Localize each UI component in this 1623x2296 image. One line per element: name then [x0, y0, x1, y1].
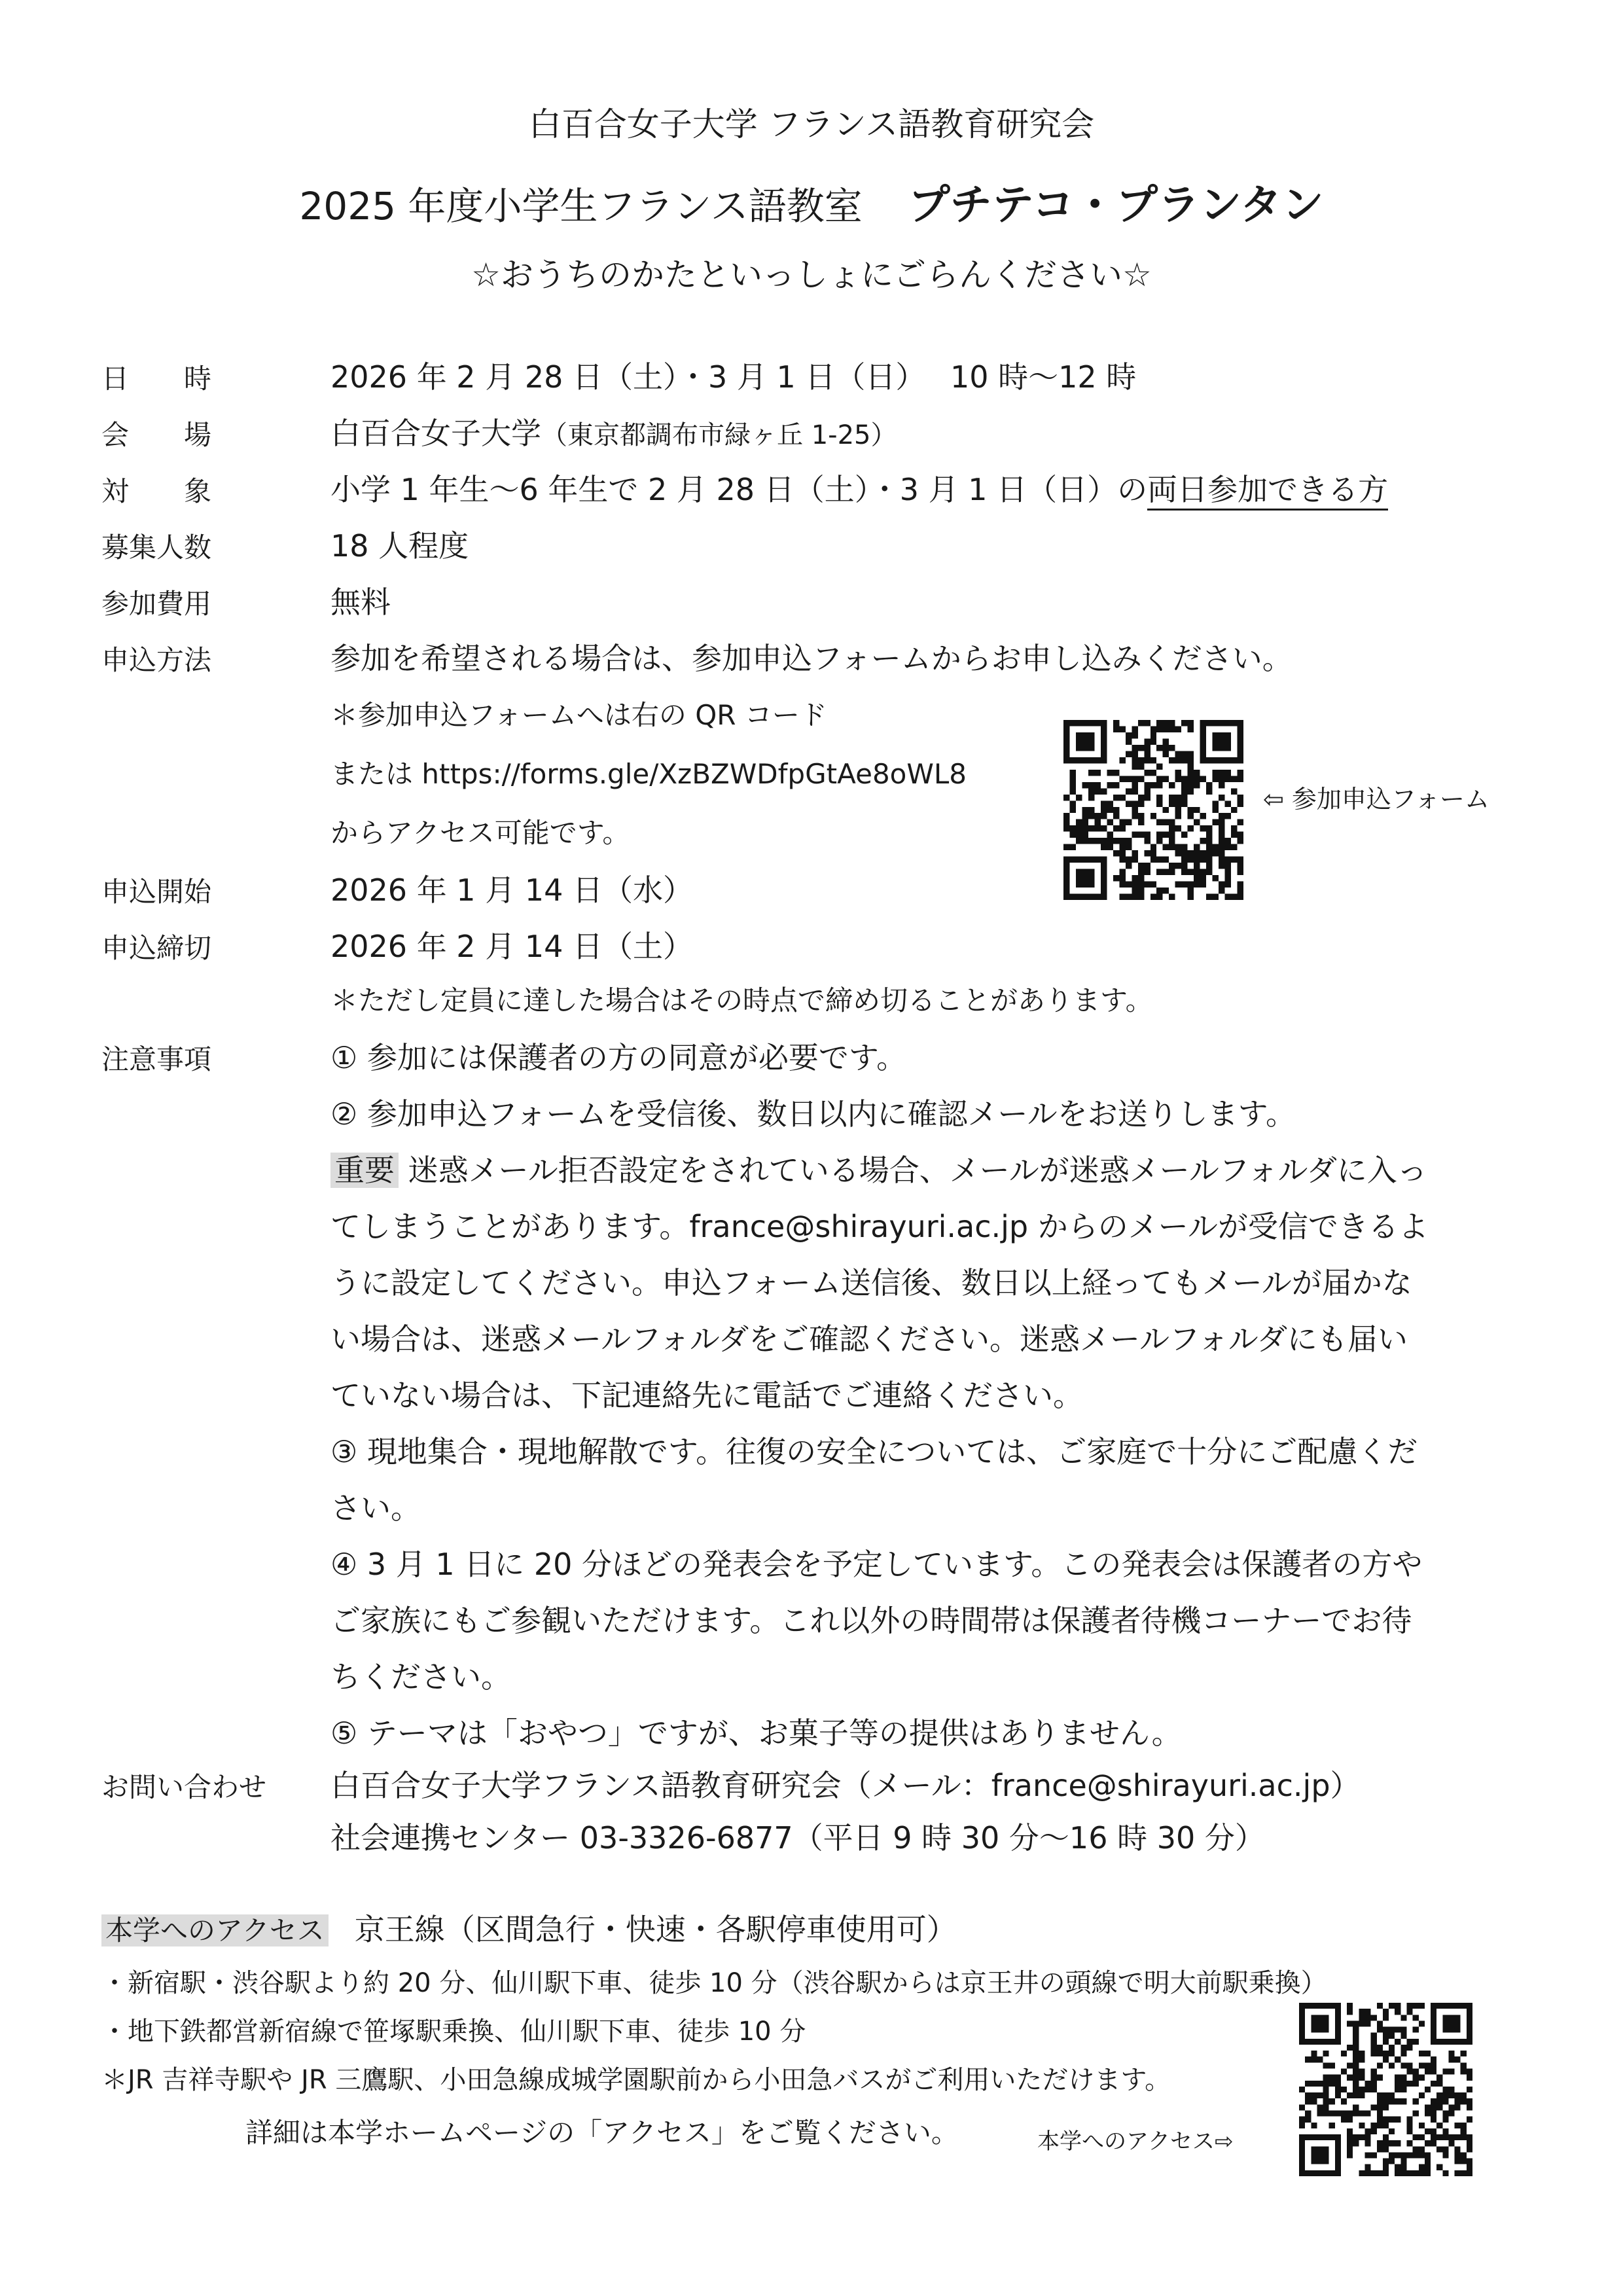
deadline-note: ＊ただし定員に達した場合はその時点で締め切ることがあります。	[330, 984, 1153, 1016]
access-line: 京王線（区間急行・快速・各駅停車使用可）	[354, 1912, 957, 1947]
contact-label: お問い合わせ	[101, 1771, 267, 1803]
note-4-line-1: ④ 3 月 1 日に 20 分ほどの発表会を予定しています。この発表会は保護者の方や	[330, 1547, 1423, 1582]
note-5: ⑤ テーマは「おやつ」ですが、お菓子等の提供はありません。	[330, 1715, 1182, 1751]
note-3-line-2: さい。	[330, 1490, 421, 1526]
access-heading	[101, 1906, 957, 1949]
note-4-line-3: ちください。	[330, 1659, 511, 1695]
method-value: 参加を希望される場合は、参加申込フォームからお申し込みください。	[330, 641, 1293, 676]
important-text-1: 迷惑メール拒否設定をされている場合、メールが迷惑メールフォルダに入っ	[399, 1153, 1427, 1188]
note-important-line-5: ていない場合は、下記連絡先に電話でご連絡ください。	[330, 1378, 1083, 1413]
method-label: 申込方法	[101, 644, 212, 676]
access-details: 詳細は本学ホームページの「アクセス」をご覧ください。	[245, 2117, 959, 2149]
access-tag: 本学へのアクセス	[101, 1914, 329, 1946]
form-qr-code[interactable]	[1063, 720, 1243, 900]
organizer-name: 白百合女子大学 フランス語教育研究会	[528, 105, 1095, 143]
deadline-value: 2026 年 2 月 14 日（土）	[330, 929, 693, 964]
capacity-label: 募集人数	[101, 531, 212, 564]
note-2: ② 参加申込フォームを受信後、数日以内に確認メールをお送りします。	[330, 1096, 1296, 1132]
start-value: 2026 年 1 月 14 日（水）	[330, 872, 693, 908]
note-important-line-2: てしまうことがあります。france@shirayuri.ac.jp からのメールが受信できるよ	[330, 1209, 1429, 1244]
contact-line-1: 白百合女子大学フランス語教育研究会（メール：france@shirayuri.ac.jp）	[330, 1768, 1361, 1803]
important-tag: 重要	[330, 1153, 399, 1188]
note-important-line-1	[330, 1147, 1427, 1190]
fee-value: 無料	[330, 584, 391, 620]
access-bullet-1: ・新宿駅・渋谷駅より約 20 分、仙川駅下車、徒歩 10 分（渋谷駅からは京王井の頭線で明大前駅乗換）	[101, 1968, 1327, 1998]
venue-value	[330, 410, 897, 453]
form-qr-label: ⇦ 参加申込フォーム	[1263, 785, 1490, 814]
page-subtitle: ☆おうちのかたといっしょにごらんください☆	[471, 256, 1152, 294]
date-label: 日 時	[101, 363, 212, 395]
method-note-url[interactable]: または https://forms.gle/XzBZWDfpGtAe8oWL8	[330, 758, 967, 790]
title-text: 2025 年度小学生フランス語教室	[299, 184, 863, 228]
venue-label: 会 場	[101, 419, 212, 451]
date-value: 2026 年 2 月 28 日（土）・3 月 1 日（日） 10 時～12 時	[330, 359, 1137, 395]
capacity-value: 18 人程度	[330, 528, 469, 564]
note-3-line-1: ③ 現地集合・現地解散です。往復の安全については、ご家庭で十分にご配慮くだ	[330, 1434, 1418, 1469]
venue-name: 白百合女子大学	[330, 416, 541, 451]
access-qr-label: 本学へのアクセス⇨	[1037, 2128, 1234, 2155]
target-emphasis: 両日参加できる方	[1147, 472, 1388, 511]
access-qr-code[interactable]	[1299, 2003, 1472, 2176]
program-brand: プチテコ・プランタン	[908, 181, 1324, 230]
note-4-line-2: ご家族にもご参観いただけます。これ以外の時間帯は保護者待機コーナーでお待	[330, 1603, 1412, 1638]
access-bullet-2: ・地下鉄都営新宿線で笹塚駅乗換、仙川駅下車、徒歩 10 分	[101, 2017, 806, 2047]
note-important-line-3: うに設定してください。申込フォーム送信後、数日以上経ってもメールが届かな	[330, 1265, 1412, 1300]
notes-label: 注意事項	[101, 1043, 212, 1075]
contact-line-2: 社会連携センター 03-3326-6877（平日 9 時 30 分～16 時 30 分）	[330, 1820, 1265, 1856]
method-note-qr: ＊参加申込フォームへは右の QR コード	[330, 699, 827, 731]
deadline-label: 申込締切	[101, 932, 212, 964]
target-value	[330, 466, 1388, 509]
target-label: 対 象	[101, 475, 212, 507]
note-important-line-4: い場合は、迷惑メールフォルダをご確認ください。迷惑メールフォルダにも届い	[330, 1321, 1408, 1357]
start-label: 申込開始	[101, 876, 212, 908]
fee-label: 参加費用	[101, 588, 212, 620]
method-note-access: からアクセス可能です。	[330, 817, 630, 849]
page-title	[0, 171, 1623, 232]
target-text: 小学 1 年生～6 年生で 2 月 28 日（土）・3 月 1 日（日）の	[330, 472, 1148, 507]
venue-address: （東京都調布市緑ヶ丘 1-25）	[541, 420, 897, 450]
access-bullet-3: ＊JR 吉祥寺駅や JR 三鷹駅、小田急線成城学園駅前から小田急バスがご利用いただけます。	[101, 2065, 1171, 2095]
note-1: ① 参加には保護者の方の同意が必要です。	[330, 1040, 907, 1075]
